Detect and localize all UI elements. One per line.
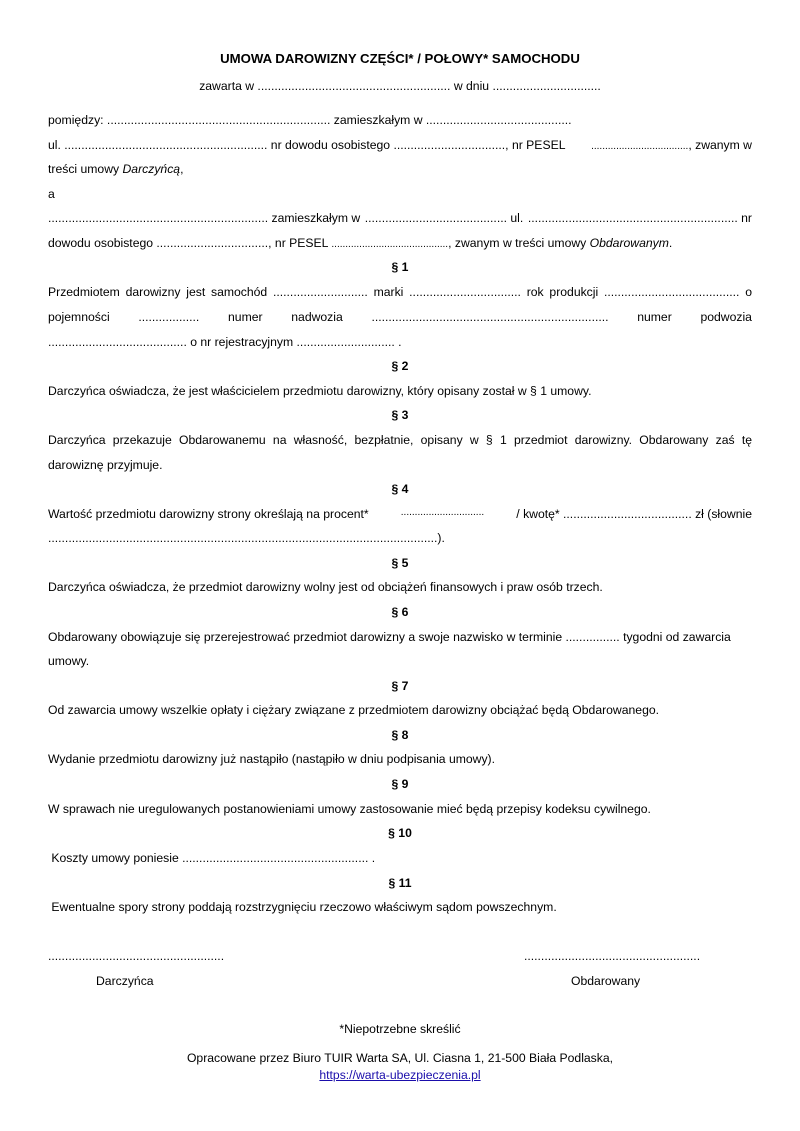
word: Przedmiotem xyxy=(48,285,120,299)
conjunction-a: a xyxy=(48,187,55,201)
section-3-heading: § 3 xyxy=(391,408,409,422)
word: podwozia xyxy=(700,310,752,324)
word: nadwozia xyxy=(291,310,343,324)
word: produkcji xyxy=(549,285,599,299)
word: marki xyxy=(373,285,404,299)
footer-prepared: Opracowane przez Biuro TUIR Warta SA, Ul. Ciasna 1, 21-500 Biała Podlaska, xyxy=(186,1051,614,1065)
blank-dots: ........................................ xyxy=(603,285,740,299)
party-line-2-end xyxy=(591,138,752,152)
party-line-5-b: .......................................... ul. xyxy=(364,211,524,225)
signature-line-right: .................................................... xyxy=(524,949,701,963)
footer-link[interactable]: https://warta-ubezpieczenia.pl xyxy=(319,1068,481,1082)
section-6-heading: § 6 xyxy=(391,605,409,619)
blank-dots: ...................................................................... xyxy=(371,310,609,324)
pesel-dots: ................................... xyxy=(591,141,689,152)
party-line-1: pomiędzy: .................................................................. zamieszkałym w ........................................... xyxy=(48,113,572,127)
party-line-5 xyxy=(48,211,752,225)
party-line-2 xyxy=(48,138,752,152)
section-1-heading: § 1 xyxy=(391,260,409,274)
blank-dots: .................. xyxy=(138,310,200,324)
party-line-3-c: , xyxy=(180,162,184,176)
pesel-dots-2: .......................................... xyxy=(331,239,449,250)
section-9-heading: § 9 xyxy=(391,777,409,791)
signature-label-left: Darczyńca xyxy=(96,974,154,988)
party-line-3 xyxy=(48,162,752,176)
signature-label-right: Obdarowany xyxy=(571,974,641,988)
section-2-text: Darczyńca oświadcza, że jest właścicielem przedmiotu darowizny, który opisany został w § 1 umowy. xyxy=(48,384,592,398)
section-10-heading: § 10 xyxy=(388,826,412,840)
party-line-6 xyxy=(48,236,752,250)
party-line-5-a: ................................................................. zamieszkałym w xyxy=(48,211,361,225)
section-7-text: Od zawarcia umowy wszelkie opłaty i ciężary związane z przedmiotem darowizny obciążać będą Obdarowanego. xyxy=(48,703,660,717)
section-11-heading: § 11 xyxy=(388,876,412,890)
section-1-line-2 xyxy=(48,310,752,324)
party-line-5-c: .............................................................. nr xyxy=(527,211,752,225)
party-line-3-a: treści umowy xyxy=(48,162,123,176)
word: numer xyxy=(637,310,672,324)
section-1-line-3: ......................................... o nr rejestracyjnym ............................. . xyxy=(48,335,402,349)
party-line-6-c: , zwanym w treści umowy xyxy=(448,236,590,250)
section-11-text: Ewentualne spory strony poddają rozstrzygnięciu rzeczowo właściwym sądom powszechnym. xyxy=(48,900,557,914)
word: jest xyxy=(186,285,206,299)
word: pojemności xyxy=(48,310,110,324)
section-2-heading: § 2 xyxy=(391,359,409,373)
footer-link-wrap xyxy=(0,1068,800,1082)
obdarowany-term: Obdarowanym xyxy=(589,236,669,250)
word: darowizny xyxy=(125,285,181,299)
party-line-6-e: . xyxy=(668,236,673,250)
section-10-text: Koszty umowy poniesie ....................................................... . xyxy=(48,851,376,865)
section-5-text: Darczyńca oświadcza, że przedmiot darowizny wolny jest od obciążeń finansowych i praw osób trzech. xyxy=(48,580,603,594)
party-line-6-a: dowodu osobistego ................................., nr PESEL xyxy=(48,236,328,250)
word: samochód xyxy=(210,285,268,299)
signature-line-left: .................................................... xyxy=(48,949,225,963)
percent-dots: .............................. xyxy=(400,507,485,518)
party-line-2-tail: , zwanym w xyxy=(688,138,752,152)
word: o xyxy=(745,285,752,299)
section-4-text-a: Wartość przedmiotu darowizny strony określają na procent* xyxy=(48,507,369,521)
section-7-heading: § 7 xyxy=(391,679,409,693)
section-4-text-c: / kwotę* ...................................... zł (słownie xyxy=(516,507,752,521)
word: numer xyxy=(228,310,263,324)
section-4-line-2: ...................................................................................................................). xyxy=(48,531,445,545)
section-3-line-1: Darczyńca przekazuje Obdarowanemu na własność, bezpłatnie, opisany w § 1 przedmiot darowizny. Obdarowany zaś tę xyxy=(48,433,752,447)
blank-dots: ................................. xyxy=(409,285,521,299)
section-3-line-2: darowiznę przyjmuje. xyxy=(48,458,163,472)
section-6-line-1: Obdarowany obowiązuje się przerejestrować przedmiot darowizny a swoje nazwisko w terminie ................ tygodni od zawarcia xyxy=(48,630,731,644)
document-subtitle: zawarta w ......................................................... w dniu ................................ xyxy=(199,79,601,93)
blank-dots: ............................ xyxy=(273,285,368,299)
section-5-heading: § 5 xyxy=(391,556,409,570)
section-4-heading: § 4 xyxy=(391,482,409,496)
section-9-text: W sprawach nie uregulowanych postanowieniami umowy zastosowanie mieć będą przepisy kodeksu cywilnego. xyxy=(48,802,651,816)
word: rok xyxy=(526,285,544,299)
section-8-text: Wydanie przedmiotu darowizny już nastąpiło (nastąpiło w dniu podpisania umowy). xyxy=(48,752,495,766)
section-8-heading: § 8 xyxy=(391,728,409,742)
section-6-line-2: umowy. xyxy=(48,654,90,668)
section-4-line-1 xyxy=(48,507,752,521)
section-1-line-1 xyxy=(48,285,752,299)
document-title: UMOWA DAROWIZNY CZĘŚCI* / POŁOWY* SAMOCHODU xyxy=(220,51,580,66)
party-line-2-main: ul. ............................................................ nr dowodu osobistego ................................., nr PESEL xyxy=(48,138,566,152)
darczynca-term: Darczyńcą xyxy=(122,162,181,176)
footer-note: *Niepotrzebne skreślić xyxy=(339,1022,461,1036)
